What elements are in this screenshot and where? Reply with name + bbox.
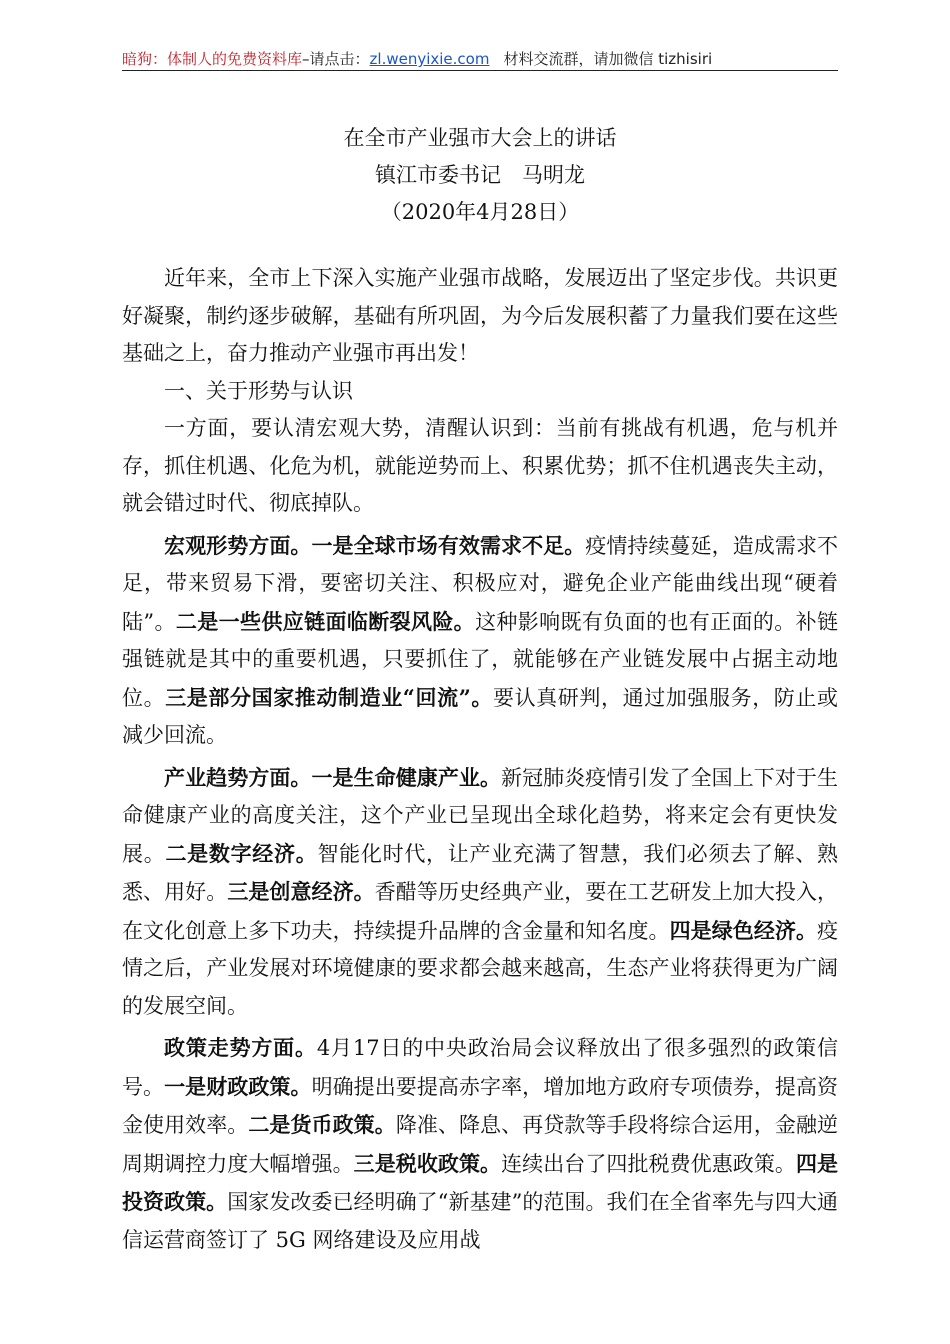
bold-lead: 宏观形势方面。一是全球市场有效需求不足。 (164, 532, 586, 558)
header-prompt: –请点击： (302, 50, 370, 68)
speaker-line: 镇江市委书记 马明龙 (375, 163, 585, 187)
bold-lead: 政策走势方面。 (164, 1035, 317, 1060)
speech-body (122, 260, 838, 1259)
paragraph-situation: 一方面，要认清宏观大势，清醒认识到：当前有挑战有机遇，危与机并存，抓住机遇、化危为机，就能逆势而上、积累优势；抓不住机遇丧失主动，就会错过时代、彻底掉队。 (122, 416, 838, 515)
paragraph-text: 要认真研判，通过加强服务，防止或减少回流。 (122, 685, 838, 747)
header-divider (122, 70, 838, 71)
paragraph-text: 明确提出要提高赤字率，增加地方政府专项债券，提高资金使用效率。 (122, 1074, 839, 1137)
bold-lead: 一是财政政策。 (164, 1073, 312, 1099)
paragraph-text: 这种影响既有负面的也有正面的。补链强链就是其中的重要机遇，只要抓住了，就能够在产业链发展中占据主动地位。 (122, 609, 839, 710)
bold-lead: 二是数字经济。 (165, 840, 318, 866)
paragraph-industry (122, 759, 838, 1026)
bold-lead: 二是货币政策。 (248, 1112, 396, 1137)
paragraph-text: 连续出台了四批税费优惠政策。 (501, 1151, 796, 1176)
header-link[interactable]: zl.wenyixie.com (369, 50, 490, 68)
section-heading: 一、关于形势与认识 (164, 378, 353, 403)
bold-lead: 四是绿色经济。 (669, 917, 818, 943)
bold-lead: 三是部分国家推动制造业“回流”。 (165, 684, 493, 710)
paragraph-text: 疫情之后，产业发展对环境健康的要求都会越来越高，生态产业将获得更为广阔的发展空间。 (122, 918, 839, 1018)
paragraph-text: 降准、降息、再贷款等手段将综合运用，金融逆周期调控力度大幅增强。 (122, 1113, 839, 1176)
paragraph-macro (122, 527, 838, 755)
bold-lead: 三是创意经济。 (227, 879, 375, 904)
paragraph-text: 智能化时代，让产业充满了智慧，我们必须去了解、熟悉、用好。 (122, 841, 838, 904)
paragraph-text: 国家发改委已经明确了“新基建”的范围。我们在全省率先与四大通信运营商签订了 5G 网络建设及应用战 (122, 1190, 838, 1252)
paragraph-intro: 近年来，全市上下深入实施产业强市战略，发展迈出了坚定步伐。共识更好凝聚，制约逐步破解，基础有所巩固，为今后发展积蓄了力量我们要在这些基础之上，奋力推动产业强市再出发！ (122, 266, 838, 365)
bold-lead: 产业趋势方面。一是生命健康产业。 (164, 764, 502, 790)
speech-date: （2020年4月28日） (380, 200, 580, 224)
bold-lead: 二是一些供应链面临断裂风险。 (175, 608, 476, 634)
header-wechat: 材料交流群，请加微信 tizhisiri (503, 50, 713, 68)
watermark-header (122, 48, 838, 70)
paragraph-text: 疫情持续蔓延，造成需求不足，带来贸易下滑，要密切关注、积极应对，避免企业产能曲线出现“硬着陆”。 (122, 533, 839, 634)
speech-title-block (122, 120, 838, 231)
bold-lead: 三是税收政策。 (353, 1150, 502, 1176)
header-brand: 暗狗：体制人的免费资料库 (122, 50, 303, 68)
paragraph-text: 新冠肺炎疫情引发了全国上下对于生命健康产业的高度关注，这个产业已呈现出全球化趋势，将来定会有更快发展。 (122, 765, 838, 866)
paragraph-policy (122, 1029, 838, 1259)
paragraph-text: 4月17日的中央政治局会议释放出了很多强烈的政策信号。 (122, 1036, 838, 1099)
bold-lead: 四是投资政策。 (122, 1150, 839, 1214)
paragraph-text: 香醋等历史经典产业，要在工艺研发上加大投入，在文化创意上多下功夫，持续提升品牌的含金量和知名度。 (122, 880, 839, 943)
speech-title: 在全市产业强市大会上的讲话 (343, 126, 617, 150)
